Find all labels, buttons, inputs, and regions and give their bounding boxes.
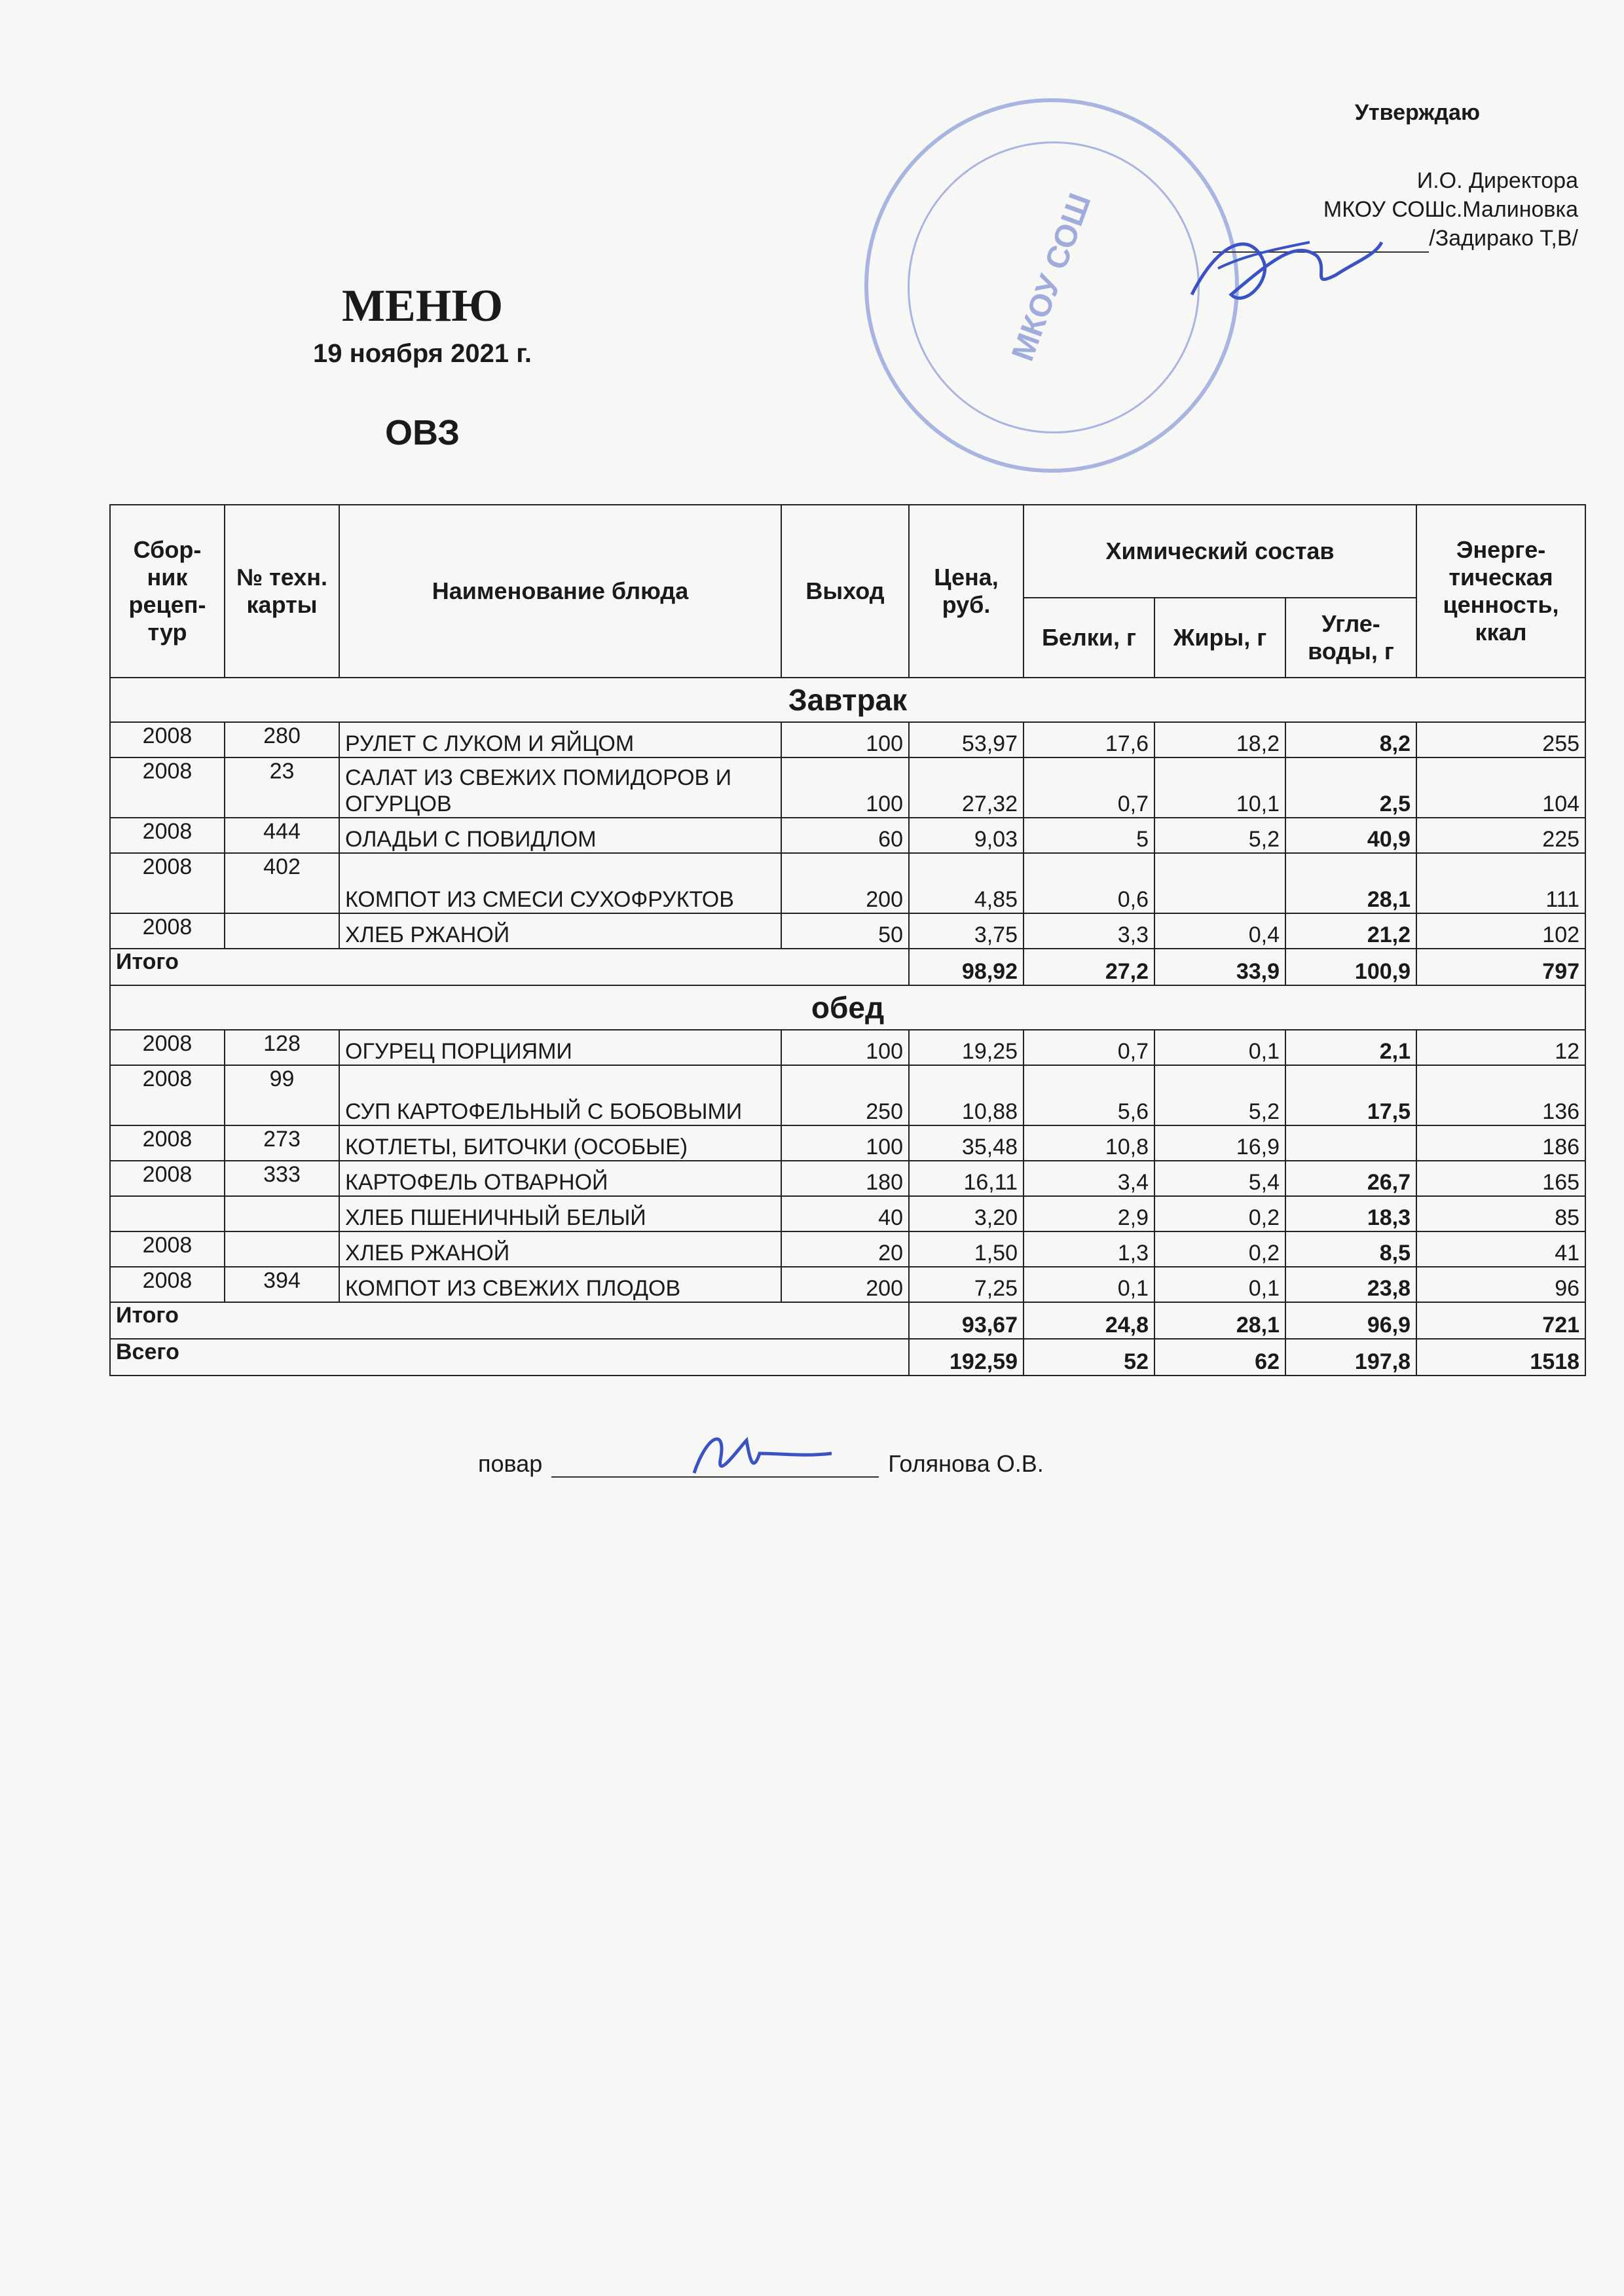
cell-sbornik: 2008 [110,853,225,913]
cell-fat: 0,2 [1154,1196,1285,1231]
cell-price: 53,97 [909,722,1024,757]
cell-carbs: 26,7 [1285,1161,1416,1196]
cell-energy: 136 [1416,1065,1585,1125]
cell-output: 100 [781,722,909,757]
approval-signer: /Задирако Т,В/ [1429,226,1578,251]
cell-output: 100 [781,1125,909,1161]
cell-fat: 16,9 [1154,1125,1285,1161]
cell-protein: 0,1 [1024,1267,1154,1302]
cell-sbornik: 2008 [110,1267,225,1302]
cell-fat: 0,1 [1154,1030,1285,1065]
cell-energy: 85 [1416,1196,1585,1231]
cell-output: 200 [781,1267,909,1302]
table-row [110,1161,1585,1196]
cell-protein: 1,3 [1024,1231,1154,1267]
cell-price: 9,03 [909,818,1024,853]
cell-price: 3,20 [909,1196,1024,1231]
cell-tech-card: 99 [225,1065,339,1125]
cell-fat: 5,4 [1154,1161,1285,1196]
cell-output: 40 [781,1196,909,1231]
approval-organization: МКОУ СОШс.Малиновка [1323,197,1578,222]
cell-sbornik: 2008 [110,1161,225,1196]
cell-sbornik [110,1196,225,1231]
cell-energy: 96 [1416,1267,1585,1302]
total-protein: 24,8 [1024,1302,1154,1339]
table-row [110,1125,1585,1161]
menu-table [109,504,1586,1376]
section-lunch-label: обед [110,985,1585,1030]
cell-sbornik: 2008 [110,1231,225,1267]
table-row [110,722,1585,757]
cell-price: 4,85 [909,853,1024,913]
total-label: Итого [110,1302,909,1339]
total-price: 98,92 [909,949,1024,985]
cell-sbornik: 2008 [110,913,225,949]
cook-name: Голянова О.В. [888,1450,1044,1477]
cell-dish-name: ХЛЕБ РЖАНОЙ [339,1231,781,1267]
cell-carbs: 8,2 [1285,722,1416,757]
cell-protein: 0,6 [1024,853,1154,913]
total-row [110,1302,1585,1339]
cell-fat [1154,853,1285,913]
cell-energy: 102 [1416,913,1585,949]
table-row [110,818,1585,853]
header-dish-name: Наименование блюда [339,505,781,678]
total-row [110,1339,1585,1376]
cell-protein: 5 [1024,818,1154,853]
cell-tech-card: 333 [225,1161,339,1196]
cell-output: 200 [781,853,909,913]
cell-sbornik: 2008 [110,818,225,853]
cell-price: 1,50 [909,1231,1024,1267]
table-row [110,853,1585,913]
total-carbs: 96,9 [1285,1302,1416,1339]
cell-dish-name: ОГУРЕЦ ПОРЦИЯМИ [339,1030,781,1065]
header-energy: Энерге-тическая ценность, ккал [1416,505,1585,678]
total-label: Итого [110,949,909,985]
total-carbs: 100,9 [1285,949,1416,985]
menu-group: ОВЗ [384,413,460,452]
cell-price: 3,75 [909,913,1024,949]
cell-dish-name: КОТЛЕТЫ, БИТОЧКИ (ОСОБЫЕ) [339,1125,781,1161]
total-energy: 1518 [1416,1339,1585,1376]
cell-carbs: 2,5 [1285,757,1416,818]
cell-tech-card: 444 [225,818,339,853]
cell-protein: 2,9 [1024,1196,1154,1231]
header-chemical: Химический состав [1024,505,1416,598]
cell-tech-card: 280 [225,722,339,757]
table-row [110,913,1585,949]
cell-energy: 225 [1416,818,1585,853]
cell-tech-card [225,1196,339,1231]
cell-protein: 0,7 [1024,1030,1154,1065]
cook-signature [681,1421,838,1493]
cell-protein: 10,8 [1024,1125,1154,1161]
cell-output: 50 [781,913,909,949]
cell-carbs: 40,9 [1285,818,1416,853]
director-signature [1179,216,1388,327]
cell-output: 250 [781,1065,909,1125]
cell-dish-name: ХЛЕБ РЖАНОЙ [339,913,781,949]
total-price: 192,59 [909,1339,1024,1376]
cell-sbornik: 2008 [110,1030,225,1065]
cell-protein: 0,7 [1024,757,1154,818]
cell-tech-card: 402 [225,853,339,913]
table-row [110,1196,1585,1231]
menu-date: 19 ноября 2021 г. [313,339,532,368]
cell-carbs: 17,5 [1285,1065,1416,1125]
lunch-section [110,985,1585,1339]
approval-heading: Утверждаю [1354,100,1480,125]
cell-dish-name: РУЛЕТ С ЛУКОМ И ЯЙЦОМ [339,722,781,757]
cell-energy: 111 [1416,853,1585,913]
header-output: Выход [781,505,909,678]
cell-output: 180 [781,1161,909,1196]
header-tech-card: № техн. карты [225,505,339,678]
cell-dish-name: КОМПОТ ИЗ СВЕЖИХ ПЛОДОВ [339,1267,781,1302]
total-protein: 27,2 [1024,949,1154,985]
section-breakfast-label: Завтрак [110,678,1585,722]
cell-price: 16,11 [909,1161,1024,1196]
cell-price: 27,32 [909,757,1024,818]
total-label: Всего [110,1339,909,1376]
cell-output: 100 [781,1030,909,1065]
table-row [110,1030,1585,1065]
cell-fat: 0,2 [1154,1231,1285,1267]
cell-carbs: 18,3 [1285,1196,1416,1231]
cell-tech-card: 128 [225,1030,339,1065]
cell-tech-card: 23 [225,757,339,818]
table-row [110,757,1585,818]
breakfast-section [110,678,1585,985]
total-row [110,949,1585,985]
cell-carbs: 8,5 [1285,1231,1416,1267]
header-protein: Белки, г [1024,598,1154,678]
cell-carbs: 23,8 [1285,1267,1416,1302]
total-protein: 52 [1024,1339,1154,1376]
cell-carbs: 21,2 [1285,913,1416,949]
total-energy: 721 [1416,1302,1585,1339]
cell-energy: 165 [1416,1161,1585,1196]
cell-protein: 3,4 [1024,1161,1154,1196]
total-fat: 33,9 [1154,949,1285,985]
total-fat: 62 [1154,1339,1285,1376]
cell-carbs [1285,1125,1416,1161]
cell-price: 7,25 [909,1267,1024,1302]
cell-fat: 5,2 [1154,1065,1285,1125]
cell-energy: 186 [1416,1125,1585,1161]
cell-sbornik: 2008 [110,757,225,818]
total-carbs: 197,8 [1285,1339,1416,1376]
cell-dish-name: ОЛАДЬИ С ПОВИДЛОМ [339,818,781,853]
cell-dish-name: САЛАТ ИЗ СВЕЖИХ ПОМИДОРОВ И ОГУРЦОВ [339,757,781,818]
cell-protein: 17,6 [1024,722,1154,757]
cell-price: 35,48 [909,1125,1024,1161]
table-row [110,1267,1585,1302]
cell-sbornik: 2008 [110,1065,225,1125]
cell-energy: 41 [1416,1231,1585,1267]
header-price: Цена, руб. [909,505,1024,678]
cell-energy: 255 [1416,722,1585,757]
cell-output: 100 [781,757,909,818]
cell-tech-card: 394 [225,1267,339,1302]
cell-protein: 5,6 [1024,1065,1154,1125]
cell-output: 60 [781,818,909,853]
cell-energy: 104 [1416,757,1585,818]
total-energy: 797 [1416,949,1585,985]
table-row [110,1231,1585,1267]
cell-tech-card [225,1231,339,1267]
cell-fat: 0,1 [1154,1267,1285,1302]
cell-carbs: 2,1 [1285,1030,1416,1065]
cell-tech-card [225,913,339,949]
cell-price: 10,88 [909,1065,1024,1125]
header-fat: Жиры, г [1154,598,1285,678]
cell-fat: 18,2 [1154,722,1285,757]
cell-dish-name: КАРТОФЕЛЬ ОТВАРНОЙ [339,1161,781,1196]
cell-fat: 0,4 [1154,913,1285,949]
school-stamp: МКОУ СОШ [864,98,1239,473]
page-title: МЕНЮ [341,281,504,331]
cell-energy: 12 [1416,1030,1585,1065]
cell-fat: 10,1 [1154,757,1285,818]
total-price: 93,67 [909,1302,1024,1339]
header-sbornik: Сбор-ник рецеп-тур [110,505,225,678]
table-row [110,1065,1585,1125]
cell-fat: 5,2 [1154,818,1285,853]
header-carbs: Угле-воды, г [1285,598,1416,678]
cell-sbornik: 2008 [110,1125,225,1161]
cell-tech-card: 273 [225,1125,339,1161]
cell-dish-name: КОМПОТ ИЗ СМЕСИ СУХОФРУКТОВ [339,853,781,913]
cell-carbs: 28,1 [1285,853,1416,913]
cell-sbornik: 2008 [110,722,225,757]
cell-protein: 3,3 [1024,913,1154,949]
cell-dish-name: ХЛЕБ ПШЕНИЧНЫЙ БЕЛЫЙ [339,1196,781,1231]
total-fat: 28,1 [1154,1302,1285,1339]
grand-total-section [110,1339,1585,1376]
approval-position: И.О. Директора [1416,168,1578,193]
cell-price: 19,25 [909,1030,1024,1065]
cell-output: 20 [781,1231,909,1267]
cell-dish-name: СУП КАРТОФЕЛЬНЫЙ С БОБОВЫМИ [339,1065,781,1125]
cook-role: повар [478,1450,543,1477]
